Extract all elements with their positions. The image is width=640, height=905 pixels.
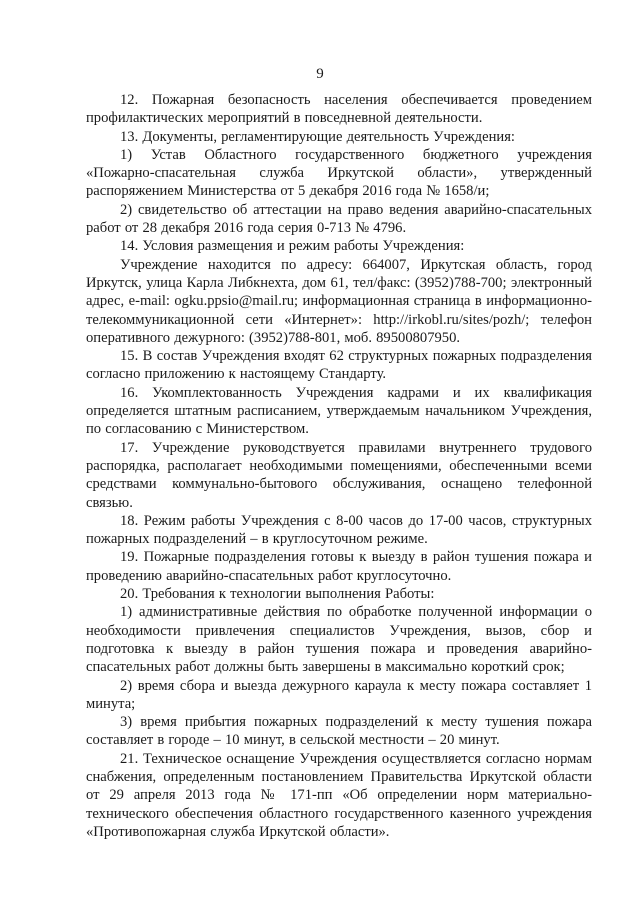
- paragraph-21: 21. Техническое оснащение Учреждения осуществляется согласно нормам снабжения, определенным постановлением Правительства Иркутской области от 29 апреля 2013 года № 171-пп «Об определении норм материально-технического обеспечения областного государственного казенного учреждения «Противопожарная служба Иркутской области».: [86, 750, 592, 840]
- paragraph-14: 14. Условия размещения и режим работы Учреждения:: [120, 238, 465, 255]
- page-number: 9: [316, 66, 324, 82]
- paragraph-16: 16. Укомплектованность Учреждения кадрами и их квалификация определяется штатным расписанием, утверждаемым начальником Учреждения, по согласованию с Министерством.: [86, 384, 592, 438]
- paragraph-13-item-2: 2) свидетельство об аттестации на право ведения аварийно-спасательных работ от 28 декабря 2016 года серия 0-713 № 4796.: [86, 201, 592, 237]
- paragraph-20-item-2: 2) время сбора и выезда дежурного караула к месту пожара составляет 1 минута;: [86, 677, 592, 712]
- paragraph-15: 15. В состав Учреждения входят 62 структурных пожарных подразделения согласно приложению к настоящему Стандарту.: [86, 348, 592, 383]
- paragraph-12: 12. Пожарная безопасность населения обеспечивается проведением профилактических мероприятий в повседневной деятельности.: [86, 92, 592, 127]
- paragraph-13-item-1: 1) Устав Областного государственного бюджетного учреждения «Пожарно-спасательная служба Иркутской области», утвержденный распоряжением Министерства от 5 декабря 2016 года № 1658/и;: [86, 146, 592, 200]
- document-body: [86, 91, 592, 841]
- paragraph-19: 19. Пожарные подразделения готовы к выезду в район тушения пожара и проведению аварийно-спасательных работ круглосуточно.: [86, 549, 592, 584]
- paragraph-20-item-3: 3) время прибытия пожарных подразделений к месту тушения пожара составляет в городе – 10 минут, в сельской местности – 20 минут.: [86, 714, 592, 749]
- paragraph-13: 13. Документы, регламентирующие деятельность Учреждения:: [120, 128, 515, 145]
- paragraph-20-item-1: 1) административные действия по обработке полученной информации о необходимости привлечения специалистов Учреждения, вызов, сбор и подготовка к выезду в район тушения пожара и проведения аварийно-спасательных работ должны быть завершены в максимально короткий срок;: [86, 604, 592, 676]
- paragraph-14-address: Учреждение находится по адресу: 664007, Иркутская область, город Иркутск, улица Карла Либкнехта, дом 61, тел/факс: (3952)788-700; электронный адрес, e-mail: ogku.ppsio@mail.ru; информационная страница в информационно-телекоммуникационной сети «Интернет»: http://irkobl.ru/sites/pozh/; телефон оперативного дежурного: (3952)788-801, моб. 89500807950.: [86, 256, 592, 346]
- paragraph-18: 18. Режим работы Учреждения с 8-00 часов до 17-00 часов, структурных пожарных подразделений – в круглосуточном режиме.: [86, 512, 592, 548]
- paragraph-17: 17. Учреждение руководствуется правилами внутреннего трудового распорядка, располагает необходимыми помещениями, обеспеченными всеми средствами коммунально-бытового обслуживания, оснащено телефонной связью.: [86, 439, 592, 511]
- paragraph-20: 20. Требования к технологии выполнения Работы:: [120, 586, 435, 603]
